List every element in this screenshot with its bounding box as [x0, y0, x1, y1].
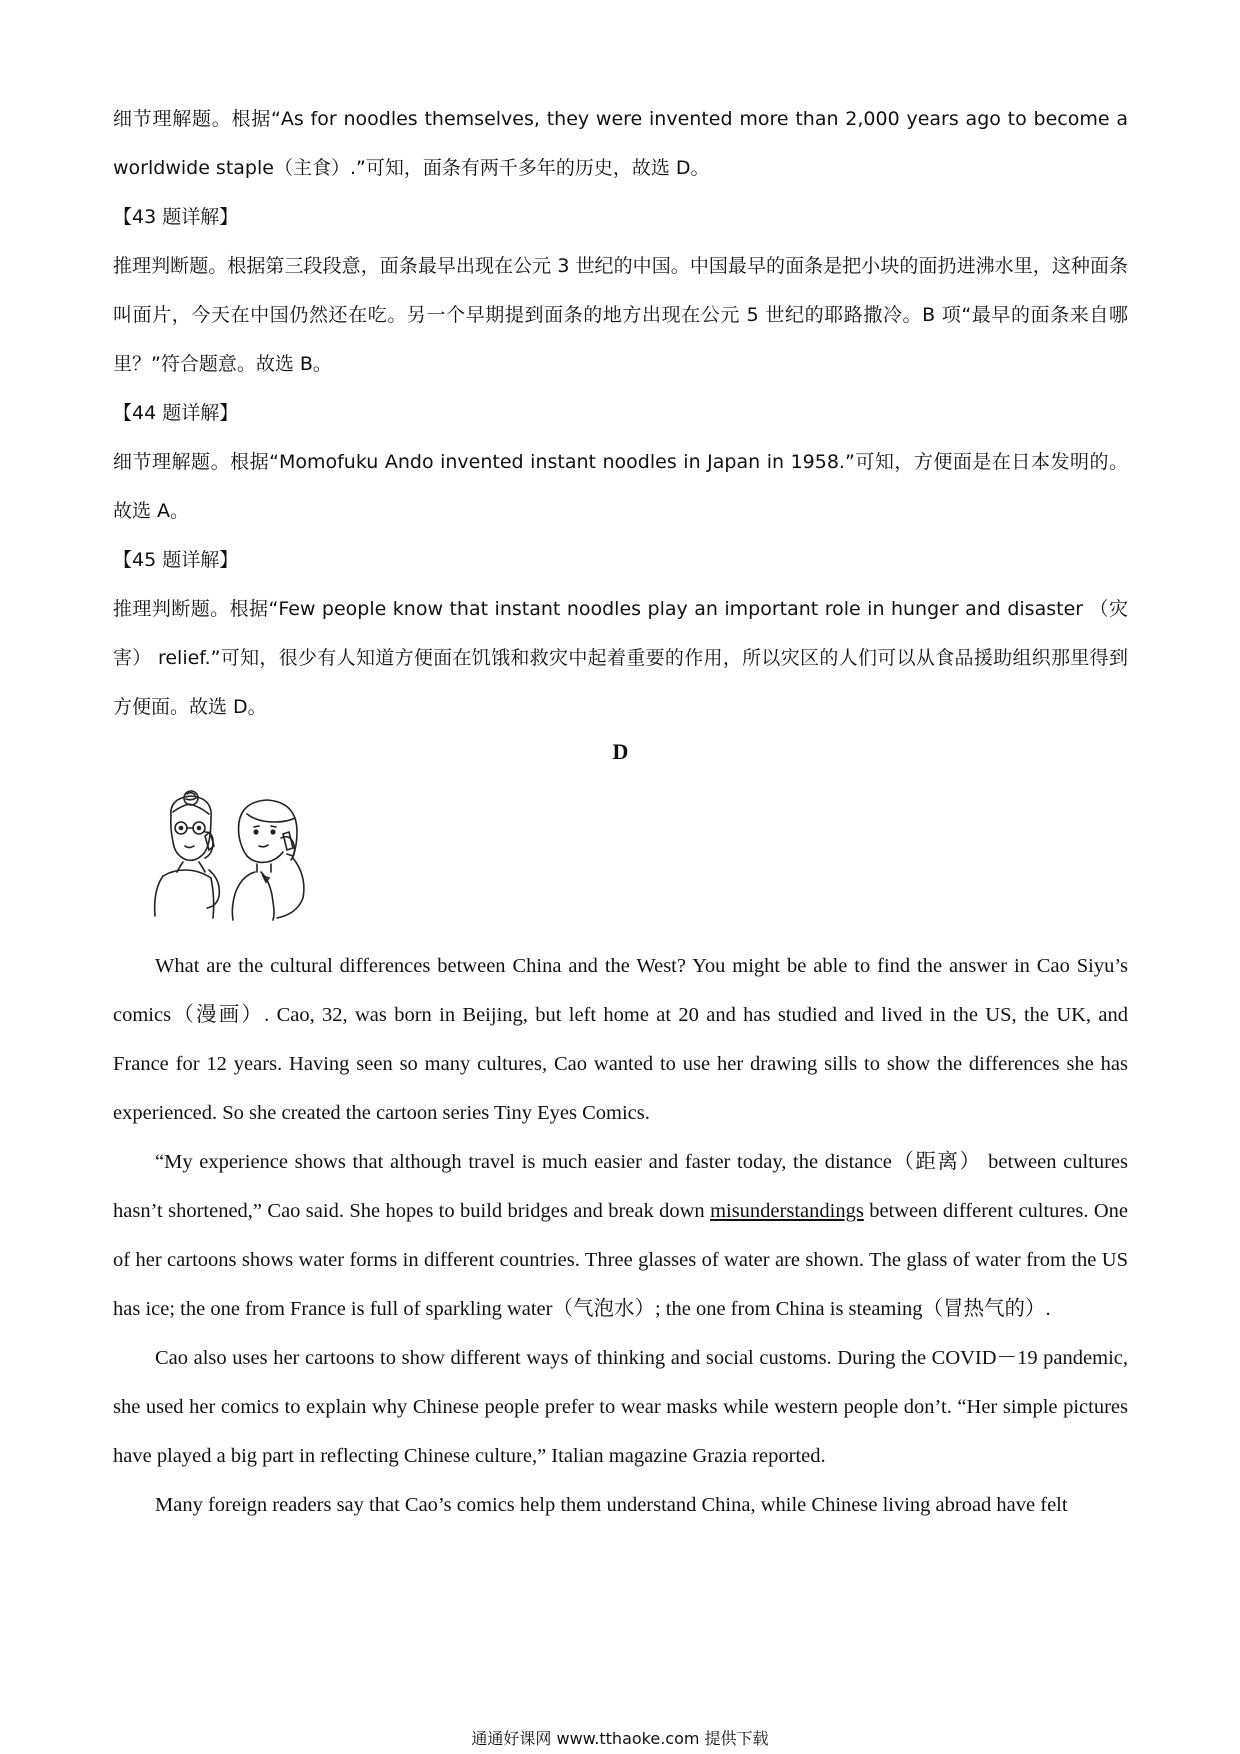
passage-d-title: D: [612, 739, 629, 764]
passage-d-paragraph-4: Many foreign readers say that Cao’s comics help them understand China, while Chinese living abroad have felt: [155, 1494, 1068, 1516]
passage-d-paragraph-1: What are the cultural differences between China and the West? You might be able to find the answer in Cao Siyu’s comics（漫画）. Cao, 32, was born in Beijing, but left home at 20 and has studied and lived in the US, the UK, and France for 12 years. Having seen so many cultures, Cao wanted to use her drawing sills to show the differences she has experienced. So she created the cartoon series Tiny Eyes Comics.: [113, 955, 1128, 1124]
passage-d-paragraph-3: Cao also uses her cartoons to show different ways of thinking and social customs. During the COVID－19 pandemic, she used her comics to explain why Chinese people prefer to wear masks while western people don’t. “Her simple pictures have played a big part in reflecting Chinese culture,” Italian magazine Grazia reported.: [113, 1347, 1128, 1467]
passage-d-paragraph-2: [113, 1138, 1128, 1334]
underlined-word-misunderstandings: misunderstandings: [710, 1200, 864, 1222]
p2-text-after: between different cultures. One of her cartoons shows water forms in different countries. Three glasses of water are shown. The glass of water from the US has ice; the one from France is full of sparkling water（气泡水）; the one from China is steaming（冒热气的）.: [113, 1200, 1128, 1320]
q44-analysis: 细节理解题。根据“Momofuku Ando invented instant noodles in Japan in 1958.”可知，方便面是在日本发明的。故选 A。: [113, 451, 1128, 522]
q43-heading: 【43 题详解】: [113, 206, 239, 228]
q45-heading: 【45 题详解】: [113, 549, 239, 571]
p2-text-before: “My experience shows that although travel is much easier and faster today, the distance（距离） between cultures hasn’t shortened,” Cao said. She hopes to build bridges and break down: [113, 1151, 1128, 1222]
two-girls-on-phone-illustration: [143, 784, 313, 924]
q45-analysis: 推理判断题。根据“Few people know that instant noodles play an important role in hunger and disaster （灾害） relief.”可知，很少有人知道方便面在饥饿和救灾中起着重要的作用，所以灾区的人们可以从食品援助组织那里得到方便面。故选 D。: [113, 598, 1128, 718]
q44-heading: 【44 题详解】: [113, 402, 239, 424]
page-footer-watermark: 通通好课网 www.tthaoke.com 提供下载: [471, 1729, 769, 1748]
q42-analysis-tail: 细节理解题。根据“As for noodles themselves, they were invented more than 2,000 years ago to become a worldwide staple（主食）.”可知，面条有两千多年的历史，故选 D。: [113, 108, 1128, 179]
q43-analysis: 推理判断题。根据第三段段意，面条最早出现在公元 3 世纪的中国。中国最早的面条是把小块的面扔进沸水里，这种面条叫面片，今天在中国仍然还在吃。另一个早期提到面条的地方出现在公元 5 世纪的耶路撒冷。B 项“最早的面条来自哪里？”符合题意。故选 B。: [113, 255, 1128, 375]
page-content: [113, 95, 1128, 1530]
